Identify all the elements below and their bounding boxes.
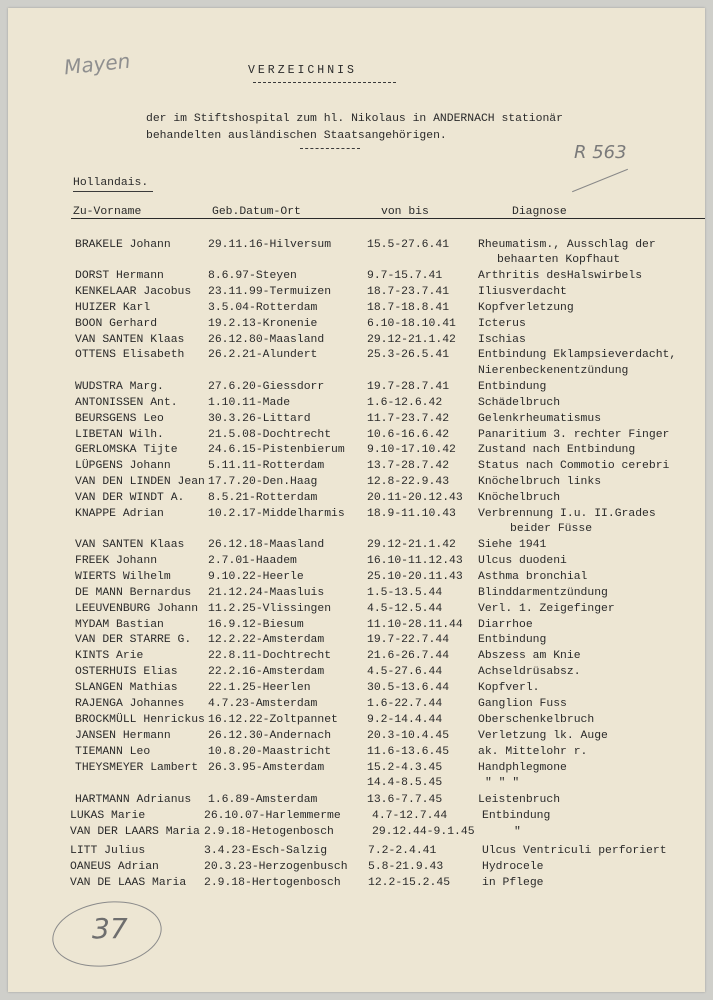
cell-birth: 30.3.26-Littard — [208, 413, 311, 425]
cell-period: 6.10-18.10.41 — [367, 318, 456, 330]
cell-diagnosis: Achseldrüsabsz. — [478, 666, 581, 678]
page-number: 37 — [92, 912, 128, 945]
cell-period: 20.3-10.4.45 — [367, 730, 450, 742]
cell-period: 29.12.44-9.1.45 — [372, 826, 475, 838]
cell-diagnosis: Kopfverletzung — [478, 302, 574, 314]
cell-name: WUDSTRA Marg. — [75, 381, 164, 393]
cell-diagnosis: Schädelbruch — [478, 397, 561, 409]
cell-name: VAN DER STARRE G. — [75, 634, 192, 646]
cell-birth: 27.6.20-Giessdorr — [208, 381, 325, 393]
cell-diagnosis: Verbrennung I.u. II.Grades — [478, 508, 656, 520]
cell-name: DE MANN Bernardus — [75, 587, 192, 599]
cell-birth: 26.12.18-Maasland — [208, 539, 325, 551]
cell-name: BOON Gerhard — [75, 318, 158, 330]
section-underline — [73, 191, 153, 192]
cell-period: 1.6-22.7.44 — [367, 698, 443, 710]
cell-diagnosis-cont: behaarten Kopfhaut — [497, 254, 621, 266]
cell-period: 9.10-17.10.42 — [367, 444, 456, 456]
cell-diagnosis: Oberschenkelbruch — [478, 714, 595, 726]
cell-birth: 2.7.01-Haadem — [208, 555, 297, 567]
cell-birth: 5.11.11-Rotterdam — [208, 460, 325, 472]
cell-period: 11.10-28.11.44 — [367, 619, 463, 631]
cell-name: VAN DE LAAS Maria — [70, 877, 187, 889]
cell-period: 13.6-7.7.45 — [367, 794, 443, 806]
cell-birth: 16.9.12-Biesum — [208, 619, 304, 631]
cell-period: 5.8-21.9.43 — [368, 861, 444, 873]
cell-period: 1.5-13.5.44 — [367, 587, 443, 599]
cell-name: HARTMANN Adrianus — [75, 794, 192, 806]
cell-period: 9.7-15.7.41 — [367, 270, 443, 282]
subtitle-line-2: behandelten ausländischen Staatsangehörigen. — [146, 130, 447, 142]
cell-name: KINTS Arie — [75, 650, 144, 662]
cell-diagnosis: Verl. 1. Zeigefinger — [478, 603, 615, 615]
cell-birth: 20.3.23-Herzogenbusch — [204, 861, 348, 873]
cell-diagnosis: Asthma bronchial — [478, 571, 588, 583]
cell-birth: 1.10.11-Made — [208, 397, 291, 409]
cell-birth: 26.3.95-Amsterdam — [208, 762, 325, 774]
cell-diagnosis-cont: beider Füsse — [510, 523, 593, 535]
cell-name: OANEUS Adrian — [70, 861, 159, 873]
cell-period: 21.6-26.7.44 — [367, 650, 450, 662]
header-diagnosis: Diagnose — [512, 206, 567, 218]
cell-period: 30.5-13.6.44 — [367, 682, 450, 694]
cell-period: 25.10-20.11.43 — [367, 571, 463, 583]
cell-period: 29.12-21.1.42 — [367, 539, 456, 551]
cell-diagnosis: Arthritis desHalswirbels — [478, 270, 643, 282]
subtitle-underline — [300, 148, 360, 149]
cell-diagnosis: Ischias — [478, 334, 526, 346]
cell-birth: 22.8.11-Dochtrecht — [208, 650, 332, 662]
cell-birth: 26.12.30-Andernach — [208, 730, 332, 742]
cell-diagnosis: Icterus — [478, 318, 526, 330]
cell-diagnosis: Status nach Commotio cerebri — [478, 460, 670, 472]
cell-period: 4.7-12.7.44 — [372, 810, 448, 822]
cell-birth: 1.6.89-Amsterdam — [208, 794, 318, 806]
cell-diagnosis: Gelenkrheumatismus — [478, 413, 602, 425]
cell-diagnosis: Kopfverl. — [478, 682, 540, 694]
cell-birth: 3.4.23-Esch-Salzig — [204, 845, 328, 857]
header-name: Zu-Vorname — [73, 206, 142, 218]
cell-period: 19.7-22.7.44 — [367, 634, 450, 646]
cell-name: VAN SANTEN Klaas — [75, 539, 185, 551]
cell-name: OSTERHUIS Elias — [75, 666, 178, 678]
cell-diagnosis: Zustand nach Entbindung — [478, 444, 636, 456]
cell-name: VAN DEN LINDEN Jean — [75, 476, 205, 488]
cell-diagnosis: Entbindung — [478, 634, 547, 646]
cell-birth: 29.11.16-Hilversum — [208, 239, 332, 251]
cell-birth: 2.9.18-Hetogenbosch — [204, 826, 334, 838]
header-period: von bis — [381, 206, 429, 218]
cell-birth: 8.5.21-Rotterdam — [208, 492, 318, 504]
cell-birth: 22.1.25-Heerlen — [208, 682, 311, 694]
cell-name: LÜPGENS Johann — [75, 460, 171, 472]
cell-period: 10.6-16.6.42 — [367, 429, 450, 441]
cell-period: 11.7-23.7.42 — [367, 413, 450, 425]
cell-name: BRAKELE Johann — [75, 239, 171, 251]
cell-name: DORST Hermann — [75, 270, 164, 282]
cell-birth: 8.6.97-Steyen — [208, 270, 297, 282]
cell-period: 11.6-13.6.45 — [367, 746, 450, 758]
cell-period: 15.2-4.3.45 — [367, 762, 443, 774]
cell-diagnosis: Abszess am Knie — [478, 650, 581, 662]
cell-period: 19.7-28.7.41 — [367, 381, 450, 393]
cell-name: BEURSGENS Leo — [75, 413, 164, 425]
title-underline — [253, 82, 396, 83]
cell-period: 7.2-2.4.41 — [368, 845, 437, 857]
cell-diagnosis-cont: " " " — [485, 777, 520, 789]
cell-diagnosis: Ulcus Ventriculi perforiert — [482, 845, 667, 857]
cell-diagnosis: Iliusverdacht — [478, 286, 567, 298]
cell-name: GERLOMSKA Tijte — [75, 444, 178, 456]
subtitle-line-1: der im Stiftshospital zum hl. Nikolaus in ANDERNACH stationär — [146, 113, 563, 125]
cell-diagnosis: Hydrocele — [482, 861, 544, 873]
cell-period: 18.7-18.8.41 — [367, 302, 450, 314]
cell-diagnosis: Leistenbruch — [478, 794, 561, 806]
cell-diagnosis: ak. Mittelohr r. — [478, 746, 588, 758]
cell-name: FREEK Johann — [75, 555, 158, 567]
cell-birth: 22.2.16-Amsterdam — [208, 666, 325, 678]
section-heading: Hollandais. — [73, 177, 149, 189]
cell-diagnosis: Diarrhoe — [478, 619, 533, 631]
cell-birth: 26.10.07-Harlemmerme — [204, 810, 341, 822]
cell-name: VAN SANTEN Klaas — [75, 334, 185, 346]
cell-diagnosis: " — [514, 826, 521, 838]
cell-period-cont: 14.4-8.5.45 — [367, 777, 443, 789]
cell-name: WIERTS Wilhelm — [75, 571, 171, 583]
cell-period: 12.2-15.2.45 — [368, 877, 451, 889]
cell-birth: 4.7.23-Amsterdam — [208, 698, 318, 710]
cell-name: TIEMANN Leo — [75, 746, 151, 758]
cell-diagnosis: Siehe 1941 — [478, 539, 547, 551]
cell-period: 18.7-23.7.41 — [367, 286, 450, 298]
cell-name: OTTENS Elisabeth — [75, 349, 185, 361]
cell-name: BROCKMÜLL Henrickus — [75, 714, 205, 726]
cell-birth: 17.7.20-Den.Haag — [208, 476, 318, 488]
cell-name: LITT Julius — [70, 845, 146, 857]
cell-birth: 9.10.22-Heerle — [208, 571, 304, 583]
cell-diagnosis: Knöchelbruch — [478, 492, 561, 504]
cell-name: JANSEN Hermann — [75, 730, 171, 742]
cell-diagnosis: in Pflege — [482, 877, 544, 889]
cell-period: 29.12-21.1.42 — [367, 334, 456, 346]
cell-birth: 16.12.22-Zoltpannet — [208, 714, 338, 726]
cell-name: KENKELAAR Jacobus — [75, 286, 192, 298]
cell-birth: 2.9.18-Hertogenbosch — [204, 877, 341, 889]
cell-diagnosis: Entbindung — [482, 810, 551, 822]
cell-diagnosis: Handphlegmone — [478, 762, 567, 774]
cell-birth: 26.12.80-Maasland — [208, 334, 325, 346]
handwritten-note: Mayen — [62, 48, 132, 80]
cell-name: LIBETAN Wilh. — [75, 429, 164, 441]
cell-period: 18.9-11.10.43 — [367, 508, 456, 520]
cell-diagnosis: Blinddarmentzündung — [478, 587, 608, 599]
header-birth: Geb.Datum-Ort — [212, 206, 301, 218]
cell-birth: 21.12.24-Maasluis — [208, 587, 325, 599]
cell-diagnosis: Panaritium 3. rechter Finger — [478, 429, 670, 441]
cell-name: KNAPPE Adrian — [75, 508, 164, 520]
cell-period: 4.5-12.5.44 — [367, 603, 443, 615]
cell-birth: 21.5.08-Dochtrecht — [208, 429, 332, 441]
handwritten-reference: R 563 — [574, 142, 627, 163]
cell-diagnosis: Ganglion Fuss — [478, 698, 567, 710]
cell-diagnosis: Rheumatism., Ausschlag der — [478, 239, 656, 251]
cell-period: 4.5-27.6.44 — [367, 666, 443, 678]
cell-diagnosis: Verletzung lk. Auge — [478, 730, 608, 742]
cell-period: 15.5-27.6.41 — [367, 239, 450, 251]
document-title: VERZEICHNIS — [248, 64, 357, 77]
cell-period: 12.8-22.9.43 — [367, 476, 450, 488]
cell-birth: 12.2.22-Amsterdam — [208, 634, 325, 646]
cell-name: ANTONISSEN Ant. — [75, 397, 178, 409]
cell-period: 25.3-26.5.41 — [367, 349, 450, 361]
cell-birth: 10.2.17-Middelharmis — [208, 508, 345, 520]
cell-diagnosis: Entbindung Eklampsieverdacht, — [478, 349, 677, 361]
cell-name: SLANGEN Mathias — [75, 682, 178, 694]
cell-name: VAN DER WINDT A. — [75, 492, 185, 504]
cell-name: LEEUVENBURG Johann — [75, 603, 199, 615]
cell-period: 9.2-14.4.44 — [367, 714, 443, 726]
cell-name: RAJENGA Johannes — [75, 698, 185, 710]
cell-birth: 3.5.04-Rotterdam — [208, 302, 318, 314]
cell-period: 20.11-20.12.43 — [367, 492, 463, 504]
cell-birth: 10.8.20-Maastricht — [208, 746, 332, 758]
cell-diagnosis: Knöchelbruch links — [478, 476, 602, 488]
header-rule — [71, 218, 705, 219]
cell-birth: 23.11.99-Termuizen — [208, 286, 332, 298]
cell-diagnosis: Entbindung — [478, 381, 547, 393]
cell-birth: 26.2.21-Alundert — [208, 349, 318, 361]
cell-name: THEYSMEYER Lambert — [75, 762, 199, 774]
cell-period: 1.6-12.6.42 — [367, 397, 443, 409]
cell-diagnosis-cont: Nierenbeckenentzündung — [478, 365, 629, 377]
cell-name: HUIZER Karl — [75, 302, 151, 314]
cell-name: LUKAS Marie — [70, 810, 146, 822]
cell-period: 16.10-11.12.43 — [367, 555, 463, 567]
cell-name: VAN DER LAARS Maria — [70, 826, 200, 838]
cell-birth: 19.2.13-Kronenie — [208, 318, 318, 330]
cell-birth: 24.6.15-Pistenbierum — [208, 444, 345, 456]
cell-diagnosis: Ulcus duodeni — [478, 555, 567, 567]
cell-birth: 11.2.25-Vlissingen — [208, 603, 332, 615]
cell-name: MYDAM Bastian — [75, 619, 164, 631]
cell-period: 13.7-28.7.42 — [367, 460, 450, 472]
